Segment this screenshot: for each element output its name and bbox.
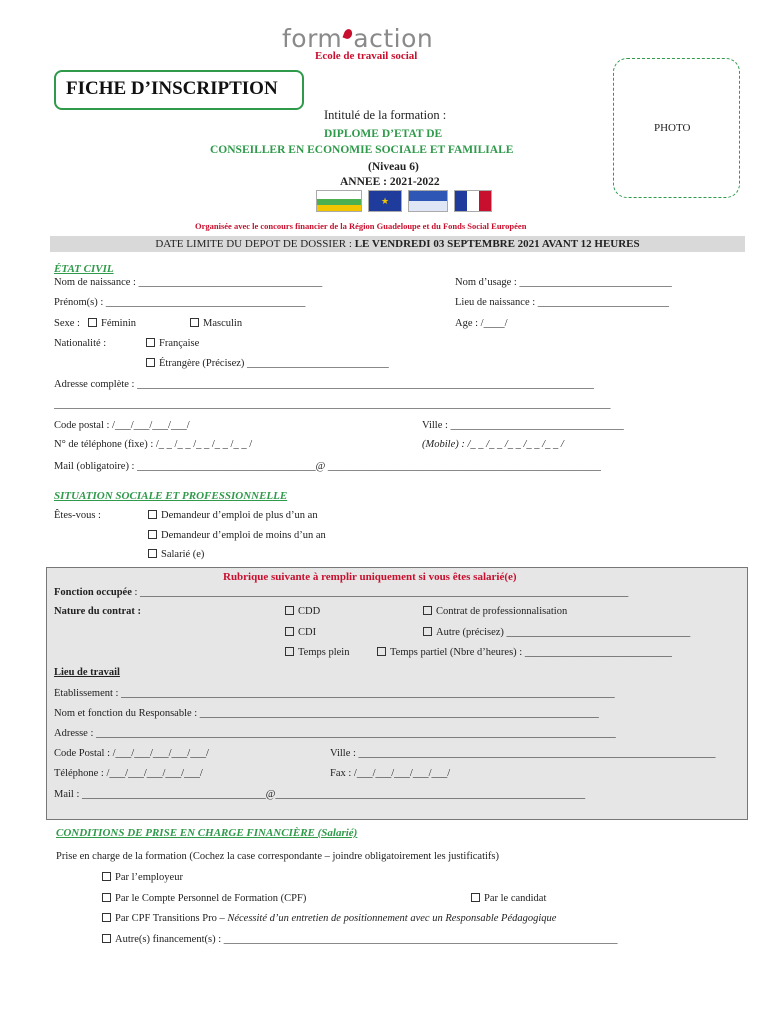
deadline-banner: [50, 236, 745, 252]
telephone-travail-field[interactable]: Téléphone : /___/___/___/___/___/: [54, 768, 203, 779]
funding-note: Organisée avec le concours financier de la Région Guadeloupe et du Fonds Social Européen: [195, 221, 527, 231]
autres-financements-checkbox[interactable]: [102, 934, 111, 943]
autres-financements-label: Autre(s) financement(s) : ___________________________________________________________________________: [115, 934, 618, 945]
feminin-option[interactable]: [88, 318, 136, 329]
fonction-line: : _____________________________________________________________________________________________: [131, 587, 629, 598]
nature-contrat-label: Nature du contrat :: [54, 606, 142, 617]
ville-field[interactable]: Ville : _________________________________: [422, 420, 624, 431]
formation-line1: DIPLOME D’ETAT DE: [324, 128, 443, 140]
formation-label: Intitulé de la formation :: [324, 108, 447, 122]
nationalite-label: Nationalité :: [54, 338, 107, 349]
temps-partiel-label: Temps partiel (Nbre d’heures) : ____________________________: [390, 647, 672, 658]
fax-field[interactable]: Fax : /___/___/___/___/___/: [330, 768, 451, 779]
cdd-label: CDD: [298, 606, 321, 617]
logo-subtitle: Ecole de travail social: [315, 50, 418, 62]
candidat-option[interactable]: [471, 893, 546, 904]
fse-logo-icon: [408, 190, 448, 212]
cdd-checkbox[interactable]: [285, 606, 294, 615]
partner-logos: [316, 190, 496, 216]
autre-contrat-option[interactable]: [423, 627, 690, 638]
temps-plein-option[interactable]: [285, 647, 349, 658]
fonction-label: Fonction occupée: [54, 587, 132, 598]
photo-label: PHOTO: [654, 122, 691, 134]
cpf-checkbox[interactable]: [102, 893, 111, 902]
situation-option-1[interactable]: [148, 510, 318, 521]
cdi-option[interactable]: [285, 627, 316, 638]
cpf-option[interactable]: [102, 893, 306, 904]
etrangere-label: Étrangère (Précisez) ___________________________: [159, 358, 389, 369]
employeur-label: Par l’employeur: [115, 872, 183, 883]
transitions-label: Par CPF Transitions Pro –: [115, 913, 228, 924]
sexe-label: Sexe :: [54, 318, 80, 329]
situation-checkbox-3[interactable]: [148, 549, 157, 558]
responsable-field[interactable]: Nom et fonction du Responsable : ____________________________________________________________________________: [54, 708, 599, 719]
code-postal-field[interactable]: Code postal : /___/___/___/___/: [54, 420, 190, 431]
telephone-fixe-field[interactable]: [54, 439, 252, 450]
situation-option-2-label: Demandeur d’emploi de moins d’un an: [161, 530, 326, 541]
cdd-option[interactable]: [285, 606, 320, 617]
francaise-label: Française: [159, 338, 200, 349]
etablissement-field[interactable]: Établissement : ______________________________________________________________________________________________: [54, 688, 615, 699]
temps-partiel-checkbox[interactable]: [377, 647, 386, 656]
mobile-field[interactable]: (Mobile) : /_ _ /_ _ /_ _ /_ _ /_ _ /: [422, 439, 564, 450]
candidat-checkbox[interactable]: [471, 893, 480, 902]
contrat-pro-option[interactable]: [423, 606, 567, 617]
conditions-title: CONDITIONS DE PRISE EN CHARGE FINANCIÈRE (Salarié): [56, 827, 358, 839]
lieu-naissance-field[interactable]: Lieu de naissance : _________________________: [455, 297, 670, 308]
transitions-option[interactable]: [102, 913, 556, 924]
candidat-label: Par le candidat: [484, 893, 547, 904]
french-republic-icon: [454, 190, 492, 212]
nom-usage-field[interactable]: Nom d’usage : _____________________________: [455, 277, 672, 288]
autre-contrat-label: Autre (précisez) ___________________________________: [436, 627, 691, 638]
ville-travail-field[interactable]: Ville : ____________________________________________________________________: [330, 748, 716, 759]
employeur-checkbox[interactable]: [102, 872, 111, 881]
etat-civil-title: ÉTAT CIVIL: [54, 263, 114, 275]
eu-flag-icon: ★: [368, 190, 402, 212]
situation-option-3[interactable]: [148, 549, 204, 560]
temps-plein-checkbox[interactable]: [285, 647, 294, 656]
adresse-field-line2[interactable]: __________________________________________________________________________________________________________: [54, 399, 611, 410]
situation-option-2[interactable]: [148, 530, 326, 541]
nom-naissance-field[interactable]: Nom de naissance : ___________________________________: [54, 277, 323, 288]
etes-vous-label: Êtes-vous :: [54, 510, 101, 521]
transitions-note: Nécessité d’un entretien de positionnement avec un Responsable Pédagogique: [227, 913, 557, 924]
lieu-travail-title: Lieu de travail: [54, 667, 120, 678]
cdi-checkbox[interactable]: [285, 627, 294, 636]
situation-option-1-label: Demandeur d’emploi de plus d’un an: [161, 510, 318, 521]
deadline-value: LE VENDREDI 03 SEPTEMBRE 2021 AVANT 12 HEURES: [354, 238, 640, 250]
adresse-travail-field[interactable]: Adresse : ___________________________________________________________________________________________________: [54, 728, 616, 739]
temps-partiel-option[interactable]: [377, 647, 672, 658]
masculin-checkbox[interactable]: [190, 318, 199, 327]
transitions-checkbox[interactable]: [102, 913, 111, 922]
salarie-header: Rubrique suivante à remplir uniquement si vous êtes salarié(e): [223, 571, 517, 583]
etrangere-option[interactable]: [146, 358, 389, 369]
region-logo-icon: [316, 190, 362, 212]
masculin-option[interactable]: [190, 318, 242, 329]
age-field[interactable]: Age : /____/: [455, 318, 508, 329]
mail-travail-field[interactable]: Mail : ___________________________________@___________________________________________________________: [54, 789, 586, 800]
logo-word-left: form: [282, 24, 343, 53]
cdi-label: CDI: [298, 627, 317, 638]
feminin-label: Féminin: [101, 318, 137, 329]
employeur-option[interactable]: [102, 872, 183, 883]
francaise-checkbox[interactable]: [146, 338, 155, 347]
formation-annee: ANNEE : 2021-2022: [340, 176, 440, 188]
situation-checkbox-2[interactable]: [148, 530, 157, 539]
formation-niveau: (Niveau 6): [368, 161, 419, 173]
logo: [282, 24, 433, 53]
logo-word-right: action: [353, 24, 434, 53]
situation-title: SITUATION SOCIALE ET PROFESSIONNELLE: [54, 490, 288, 502]
adresse-field[interactable]: Adresse complète : _______________________________________________________________________________________: [54, 379, 594, 390]
temps-plein-label: Temps plein: [298, 647, 350, 658]
feminin-checkbox[interactable]: [88, 318, 97, 327]
autre-contrat-checkbox[interactable]: [423, 627, 432, 636]
formation-line2: CONSEILLER EN ECONOMIE SOCIALE ET FAMILIALE: [210, 144, 514, 156]
autres-financements-option[interactable]: [102, 934, 702, 945]
deadline-prefix: DATE LIMITE DU DEPOT DE DOSSIER :: [155, 238, 355, 250]
contrat-pro-checkbox[interactable]: [423, 606, 432, 615]
contrat-pro-label: Contrat de professionnalisation: [436, 606, 568, 617]
situation-option-3-label: Salarié (e): [161, 549, 205, 560]
etrangere-checkbox[interactable]: [146, 358, 155, 367]
prenoms-field[interactable]: Prénom(s) : ______________________________________: [54, 297, 306, 308]
code-postal-travail-field[interactable]: Code Postal : /___/___/___/___/___/: [54, 748, 209, 759]
cpf-label: Par le Compte Personnel de Formation (CPF): [115, 893, 307, 904]
fonction-field[interactable]: [54, 587, 734, 598]
mail-field[interactable]: Mail (obligatoire) : __________________________________@ ____________________________________________________: [54, 461, 601, 472]
francaise-option[interactable]: [146, 338, 199, 349]
masculin-label: Masculin: [203, 318, 243, 329]
situation-checkbox-1[interactable]: [148, 510, 157, 519]
telephone-fixe-label: N° de téléphone (fixe) : /_ _ /_ _ /_ _ /_ _ /_ _ /: [54, 439, 253, 450]
page-title: FICHE D’INSCRIPTION: [54, 70, 304, 110]
conditions-intro: Prise en charge de la formation (Cochez la case correspondante – joindre obligatoirement les justificatifs): [56, 851, 499, 862]
